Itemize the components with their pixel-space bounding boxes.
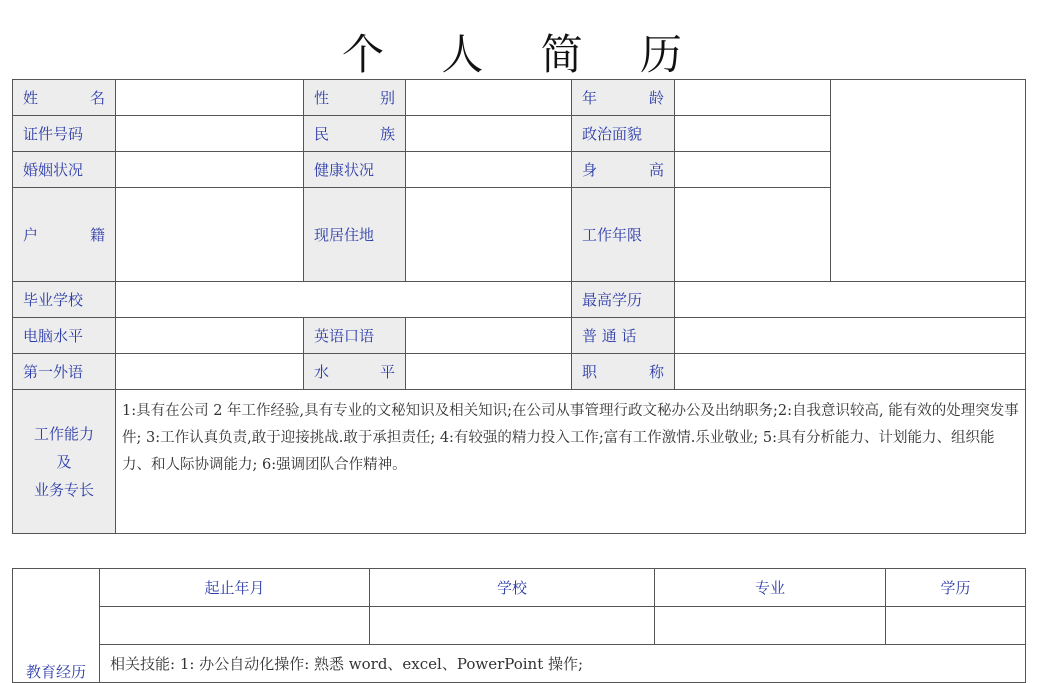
page-title: 个 人 简 历 xyxy=(341,30,705,79)
computer-label: 电脑水平 xyxy=(13,318,116,354)
ability-label: 工作能力 及 业务专长 xyxy=(13,390,116,534)
ability-text[interactable]: 1:具有在公司 2 年工作经验,具有专业的文秘知识及相关知识;在公司从事管理行政文秘办公及出纳职务;2:自我意识较高, 能有效的处理突发事件; 3:工作认真负责,敢于迎接挑战.敢于承担责任; 4:有较强的精力投入工作;富有工作激情.乐业敬业; 5:具有分析能力、计划能力、组织能力、和人际协调能力; 6:强调团队合作精神。 xyxy=(116,390,1026,534)
edu-period-field[interactable] xyxy=(100,607,370,645)
work-years-label: 工作年限 xyxy=(572,188,675,282)
residence-label: 现居住地 xyxy=(304,188,406,282)
height-label: 身 高 xyxy=(572,152,675,188)
politics-field[interactable] xyxy=(675,116,831,152)
foreign-language-field[interactable] xyxy=(116,354,304,390)
residence-field[interactable] xyxy=(406,188,572,282)
name-label: 姓 名 xyxy=(13,80,116,116)
edu-school-field[interactable] xyxy=(370,607,655,645)
foreign-language-label: 第一外语 xyxy=(13,354,116,390)
height-field[interactable] xyxy=(675,152,831,188)
education-label: 最高学历 xyxy=(572,282,675,318)
hukou-label: 户 籍 xyxy=(13,188,116,282)
skills-text[interactable]: 相关技能: 1: 办公自动化操作: 熟悉 word、excel、PowerPoint 操作; xyxy=(100,645,1026,683)
id-no-field[interactable] xyxy=(116,116,304,152)
level-field[interactable] xyxy=(406,354,572,390)
edu-header-degree: 学历 xyxy=(886,569,1026,607)
title-rank-label: 职 称 xyxy=(572,354,675,390)
age-field[interactable] xyxy=(675,80,831,116)
age-label: 年 龄 xyxy=(572,80,675,116)
gender-field[interactable] xyxy=(406,80,572,116)
title-rank-field[interactable] xyxy=(675,354,1026,390)
health-label: 健康状况 xyxy=(304,152,406,188)
work-years-field[interactable] xyxy=(675,188,831,282)
gender-label: 性 别 xyxy=(304,80,406,116)
id-no-label: 证件号码 xyxy=(13,116,116,152)
school-label: 毕业学校 xyxy=(13,282,116,318)
name-field[interactable] xyxy=(116,80,304,116)
school-field[interactable] xyxy=(116,282,572,318)
politics-label: 政治面貌 xyxy=(572,116,675,152)
marital-label: 婚姻状况 xyxy=(13,152,116,188)
english-field[interactable] xyxy=(406,318,572,354)
photo-box[interactable] xyxy=(831,80,1026,282)
education-field[interactable] xyxy=(675,282,1026,318)
level-label: 水 平 xyxy=(304,354,406,390)
hukou-field[interactable] xyxy=(116,188,304,282)
edu-header-school: 学校 xyxy=(370,569,655,607)
education-table xyxy=(12,568,1026,683)
edu-major-field[interactable] xyxy=(655,607,886,645)
computer-field[interactable] xyxy=(116,318,304,354)
mandarin-label: 普 通 话 xyxy=(572,318,675,354)
english-label: 英语口语 xyxy=(304,318,406,354)
edu-header-major: 专业 xyxy=(655,569,886,607)
personal-info-table xyxy=(12,79,1026,534)
ethnicity-label: 民 族 xyxy=(304,116,406,152)
education-section-label: 教育经历 xyxy=(13,569,100,683)
marital-field[interactable] xyxy=(116,152,304,188)
edu-header-period: 起止年月 xyxy=(100,569,370,607)
edu-degree-field[interactable] xyxy=(886,607,1026,645)
health-field[interactable] xyxy=(406,152,572,188)
ethnicity-field[interactable] xyxy=(406,116,572,152)
mandarin-field[interactable] xyxy=(675,318,1026,354)
